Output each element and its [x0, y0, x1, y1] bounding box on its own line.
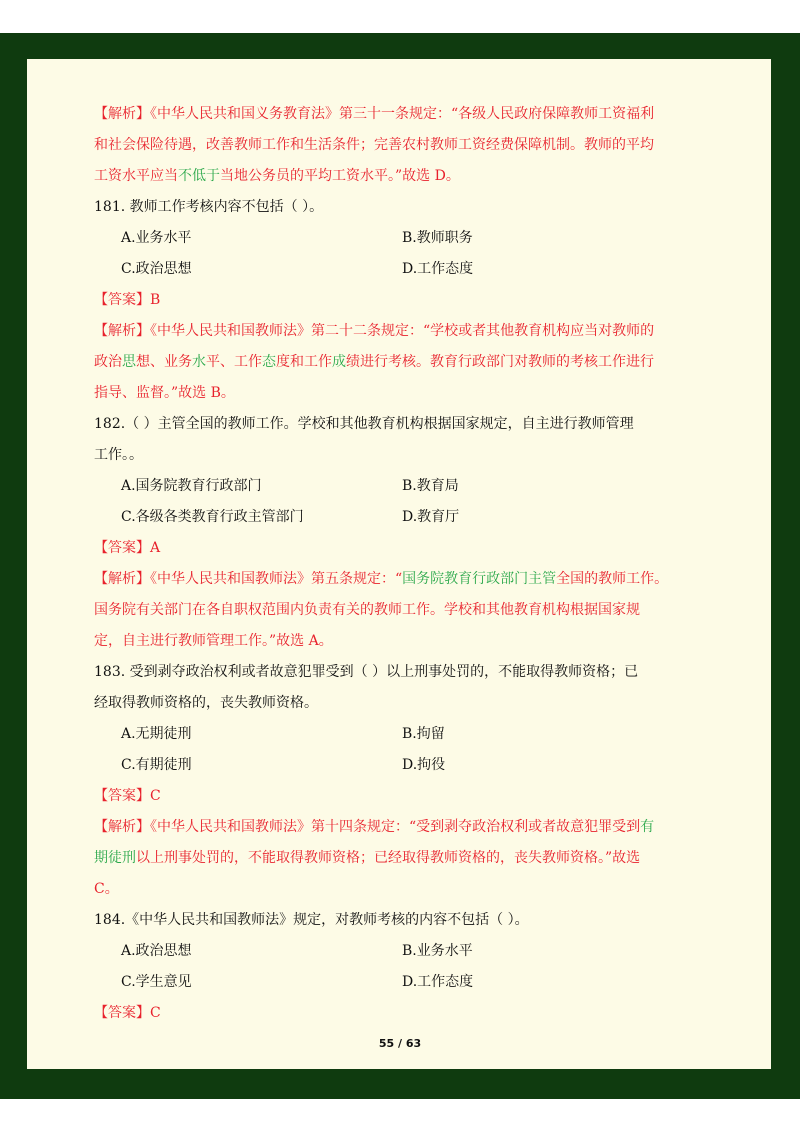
answer-line [94, 285, 688, 316]
text-run: 绩进行考核。教育行政部门对教师的考核工作进行 [346, 354, 654, 370]
text-run: 工资水平应当 [94, 168, 178, 184]
text-run: 指导、监督。”故选 B。 [94, 385, 235, 401]
question-stem: 184.《中华人民共和国教师法》规定，对教师考核的内容不包括（ ）。 [94, 912, 529, 928]
answer-line [94, 781, 688, 812]
text-run: 当地公务员的平均工资水平。”故选 D。 [220, 168, 460, 184]
option: B.拘留 [402, 726, 445, 742]
answer-text: 【答案】A [94, 540, 161, 556]
text-run: 和社会保险待遇，改善教师工作和生活条件；完善农村教师工资经费保障机制。教师的平均 [94, 137, 654, 153]
option: C.政治思想 [121, 261, 192, 277]
analysis-line [94, 347, 688, 378]
text-run: 水 [192, 354, 206, 370]
analysis-line [94, 626, 688, 657]
question-stem: 183. 受到剥夺政治权利或者故意犯罪受到（ ）以上刑事处罚的，不能取得教师资格；已 [94, 664, 639, 680]
text-run: 度和工作 [276, 354, 332, 370]
option: D.教育厅 [402, 509, 460, 525]
option: D.拘役 [402, 757, 446, 773]
page-number: 55 / 63 [378, 1037, 422, 1050]
text-run: 思 [122, 354, 136, 370]
text-run: C。 [94, 881, 119, 897]
analysis-line [94, 564, 688, 595]
answer-line [94, 533, 688, 564]
analysis-line [94, 130, 688, 161]
options-row [94, 471, 688, 502]
answer-text: 【答案】C [94, 1005, 161, 1021]
option: B.教育局 [402, 478, 459, 494]
text-run: 期徒刑 [94, 850, 136, 866]
text-run: 【解析】《中华人民共和国教师法》第十四条规定：“受到剥夺政治权利或者故意犯罪受到 [94, 819, 641, 835]
text-run: 全国的教师工作。 [556, 571, 669, 587]
text-run: 不低于 [178, 168, 220, 184]
text-run: 有 [640, 819, 655, 835]
document-body [94, 99, 688, 1029]
analysis-line [94, 874, 688, 905]
option: D.工作态度 [402, 261, 474, 277]
text-run: 【解析】《中华人民共和国教师法》第二十二条规定：“学校或者其他教育机构应当对教师的 [94, 323, 655, 339]
option: A.国务院教育行政部门 [121, 478, 262, 494]
analysis-line [94, 812, 688, 843]
option: A.无期徒刑 [121, 726, 192, 742]
option: A.业务水平 [121, 230, 192, 246]
options-row [94, 936, 688, 967]
text-run: 【解析】《中华人民共和国义务教育法》第三十一条规定：“各级人民政府保障教师工资福利 [94, 106, 655, 122]
text-run: 成 [332, 354, 346, 370]
options-row [94, 967, 688, 998]
text-run: 国务院教育行政部门主管 [402, 571, 557, 587]
question-stem: 工作。。 [94, 447, 143, 463]
answer-line [94, 998, 688, 1029]
option: D.工作态度 [402, 974, 474, 990]
option: C.学生意见 [121, 974, 192, 990]
options-row [94, 254, 688, 285]
text-run: 【解析】《中华人民共和国教师法》第五条规定：“ [94, 571, 403, 587]
option: B.业务水平 [402, 943, 473, 959]
option: C.有期徒刑 [121, 757, 192, 773]
option: B.教师职务 [402, 230, 473, 246]
options-row [94, 502, 688, 533]
analysis-line [94, 595, 688, 626]
options-row [94, 719, 688, 750]
options-row [94, 223, 688, 254]
text-run: 平、工作 [206, 354, 262, 370]
question-stem: 经取得教师资格的，丧失教师资格。 [94, 695, 318, 711]
analysis-line [94, 378, 688, 409]
answer-text: 【答案】C [94, 788, 161, 804]
question-stem: 181. 教师工作考核内容不包括（ ）。 [94, 199, 324, 215]
option: C.各级各类教育行政主管部门 [121, 509, 304, 525]
question-stem: 182.（ ）主管全国的教师工作。学校和其他教育机构根据国家规定，自主进行教师管理 [94, 416, 634, 432]
text-run: 定，自主进行教师管理工作。”故选 A。 [94, 633, 333, 649]
analysis-line [94, 161, 688, 192]
text-run: 国务院有关部门在各自职权范围内负责有关的教师工作。学校和其他教育机构根据国家规 [94, 602, 640, 618]
answer-text: 【答案】B [94, 292, 161, 308]
analysis-line [94, 99, 688, 130]
text-run: 态 [262, 354, 276, 370]
options-row [94, 750, 688, 781]
text-run: 政治 [94, 354, 122, 370]
text-run: 以上刑事处罚的，不能取得教师资格；已经取得教师资格的，丧失教师资格。”故选 [136, 850, 641, 866]
option: A.政治思想 [121, 943, 192, 959]
analysis-line [94, 316, 688, 347]
text-run: 想、业务 [136, 354, 192, 370]
analysis-line [94, 843, 688, 874]
